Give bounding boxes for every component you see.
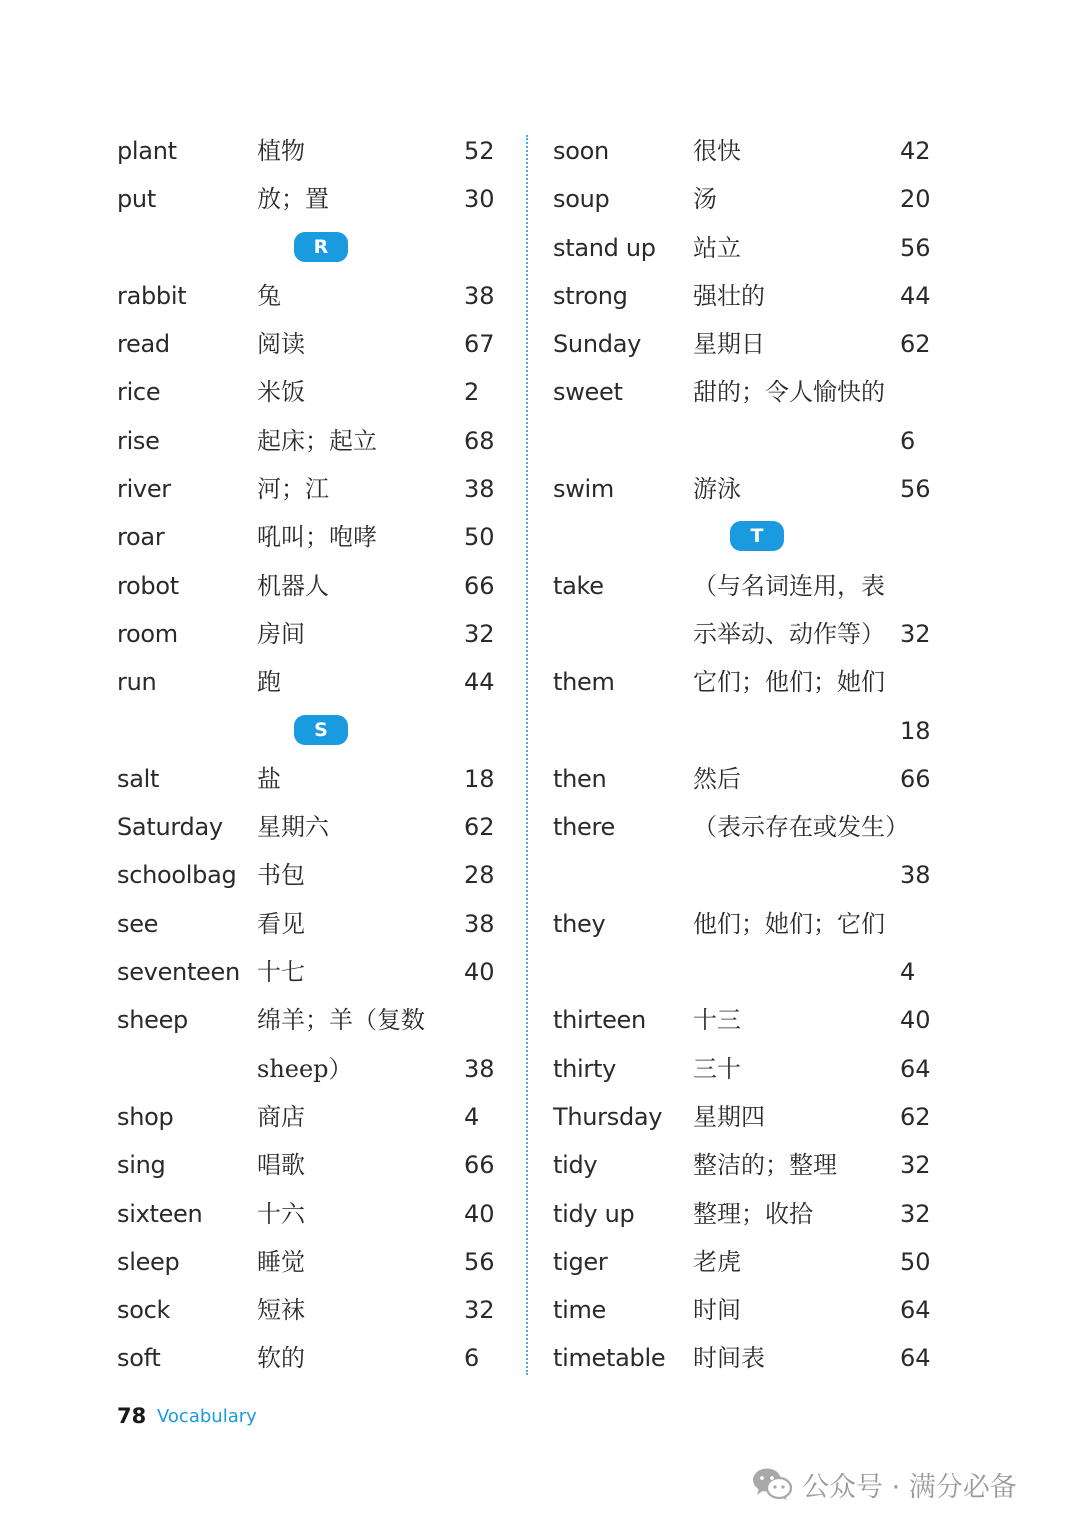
vocabulary-entry [117,803,497,851]
letter-section-header [117,224,497,272]
word-english: schoolbag [117,861,237,890]
word-chinese: 十六 [257,1199,305,1228]
word-english: thirty [553,1054,616,1083]
word-chinese: 跑 [257,668,281,697]
unit-page-number: 40 [464,958,495,987]
word-chinese: 星期日 [693,330,765,359]
vocabulary-entry [553,272,938,320]
unit-page-number: 56 [900,233,931,262]
word-chinese: 阅读 [257,330,305,359]
word-chinese: 商店 [257,1102,305,1131]
vocabulary-entry [553,755,938,803]
word-english: sleep [117,1247,180,1276]
word-english: swim [553,475,614,504]
word-english: soon [553,137,609,165]
unit-page-number: 40 [464,1199,495,1228]
vocabulary-entry [117,948,497,996]
vocabulary-entry [117,1286,497,1334]
unit-page-number: 32 [464,619,495,648]
column-divider [526,135,528,1375]
vocabulary-entry [553,900,938,948]
word-chinese: 整洁的；整理 [693,1151,837,1180]
unit-page-number: 18 [464,764,495,793]
unit-page-number: 56 [464,1247,495,1276]
word-english: Thursday [553,1102,663,1131]
word-english: sweet [553,378,623,407]
unit-page-number: 38 [464,1054,495,1083]
letter-section-header [553,513,938,561]
word-chinese: 绵羊；羊（复数 [257,1006,425,1035]
word-english: salt [117,764,160,793]
vocabulary-entry [117,1141,497,1189]
vocabulary-entry [117,513,497,561]
unit-page-number: 40 [900,1006,931,1035]
word-chinese: 时间表 [693,1344,765,1373]
letter-badge: T [730,521,784,551]
word-chinese: 十三 [693,1006,741,1035]
vocabulary-entry [553,127,938,175]
word-english: run [117,668,157,697]
unit-page-number: 62 [900,330,931,359]
word-english: robot [117,571,179,600]
unit-page-number: 68 [464,426,495,455]
vocabulary-entry [117,465,497,513]
word-english: rabbit [117,281,187,310]
word-english: see [117,909,159,938]
word-chinese: 十七 [257,958,305,987]
unit-page-number: 64 [900,1054,931,1083]
unit-page-number: 67 [464,330,495,359]
word-english: stand up [553,233,656,262]
vocabulary-entry [553,1141,938,1189]
word-english: Saturday [117,813,223,842]
unit-page-number: 44 [464,668,495,697]
word-english: sock [117,1296,171,1325]
vocabulary-entry [117,755,497,803]
unit-page-number: 32 [900,619,931,648]
vocabulary-entry [117,175,497,223]
vocabulary-entry [117,996,497,1044]
word-chinese: 强壮的 [693,281,765,310]
word-chinese: sheep） [257,1054,353,1083]
word-chinese: 河；江 [257,475,329,504]
vocabulary-entry [553,1045,938,1093]
word-chinese: 整理；收拾 [693,1199,813,1228]
unit-page-number: 62 [464,813,495,842]
word-chinese: 很快 [693,137,741,165]
word-english: plant [117,137,177,165]
vocabulary-entry [117,610,497,658]
word-chinese: 星期六 [257,813,329,842]
vocabulary-entry [117,900,497,948]
unit-page-number: 44 [900,281,931,310]
word-chinese: 米饭 [257,378,305,407]
unit-page-number: 38 [900,861,931,890]
vocabulary-entry [553,851,938,899]
section-label: Vocabulary [157,1406,257,1427]
unit-page-number: 64 [900,1344,931,1373]
unit-page-number: 28 [464,861,495,890]
vocabulary-entry [117,127,497,175]
word-chinese: 植物 [257,137,305,165]
word-english: them [553,668,615,697]
unit-page-number: 32 [900,1151,931,1180]
unit-page-number: 66 [464,571,495,600]
word-chinese: 书包 [257,861,305,890]
vocabulary-entry [553,996,938,1044]
unit-page-number: 18 [900,716,931,745]
word-english: room [117,619,178,648]
letter-section-header [117,707,497,755]
watermark-text: 公众号 · 满分必备 [802,1471,1017,1503]
word-chinese: 他们；她们；它们 [693,909,885,938]
word-chinese: 短袜 [257,1296,305,1325]
word-chinese: 然后 [693,764,741,793]
word-chinese: 汤 [693,185,717,214]
vocabulary-entry [117,1334,497,1382]
unit-page-number: 6 [464,1344,480,1373]
word-chinese: 三十 [693,1054,741,1083]
vocabulary-entry [117,658,497,706]
vocabulary-entry [553,465,938,513]
word-chinese: 站立 [693,233,741,262]
vocabulary-entry [553,417,938,465]
unit-page-number: 50 [464,523,495,552]
vocabulary-entry [553,803,938,851]
vocabulary-entry [553,707,938,755]
word-english: tidy up [553,1199,635,1228]
letter-badge: S [294,715,348,745]
vocabulary-entry [553,175,938,223]
word-english: soft [117,1344,161,1373]
word-english: time [553,1296,607,1325]
vocabulary-entry [553,224,938,272]
word-english: rise [117,426,160,455]
vocabulary-entry [553,1190,938,1238]
word-english: rice [117,378,161,407]
unit-page-number: 52 [464,137,495,165]
vocabulary-entry [553,1286,938,1334]
vocabulary-entry [553,948,938,996]
unit-page-number: 4 [900,958,916,987]
unit-page-number: 38 [464,475,495,504]
word-chinese: （与名词连用，表 [693,571,885,600]
vocabulary-entry [117,1045,497,1093]
word-english: timetable [553,1344,666,1373]
word-english: sheep [117,1006,188,1035]
word-chinese: （表示存在或发生） [693,813,909,842]
word-english: Sunday [553,330,642,359]
vocabulary-entry [117,1238,497,1286]
unit-page-number: 2 [464,378,480,407]
word-english: take [553,571,604,600]
word-chinese: 示举动、动作等） [693,619,885,648]
word-chinese: 甜的；令人愉快的 [693,378,885,407]
word-english: there [553,813,615,842]
word-chinese: 睡觉 [257,1247,305,1276]
word-english: shop [117,1102,174,1131]
unit-page-number: 38 [464,909,495,938]
vocabulary-entry [553,1093,938,1141]
word-english: seventeen [117,958,240,987]
unit-page-number: 32 [464,1296,495,1325]
vocabulary-entry [553,1238,938,1286]
word-english: strong [553,281,628,310]
word-english: tidy [553,1151,598,1180]
word-english: roar [117,523,165,552]
vocabulary-entry [553,320,938,368]
word-chinese: 放；置 [257,185,329,214]
word-chinese: 吼叫；咆哮 [257,523,377,552]
word-chinese: 游泳 [693,475,741,504]
word-english: they [553,909,606,938]
word-english: sing [117,1151,166,1180]
word-chinese: 兔 [257,281,281,310]
word-chinese: 盐 [257,764,281,793]
word-chinese: 起床；起立 [257,426,377,455]
word-chinese: 唱歌 [257,1151,305,1180]
vocabulary-entry [553,562,938,610]
vocabulary-entry [117,562,497,610]
vocabulary-entry [117,1190,497,1238]
word-chinese: 看见 [257,909,305,938]
word-english: put [117,185,156,214]
watermark [752,1464,1017,1504]
vocabulary-entry [553,368,938,416]
vocabulary-column-left [117,127,497,1383]
word-english: soup [553,185,610,214]
vocabulary-entry [553,658,938,706]
letter-badge: R [294,232,348,262]
word-chinese: 机器人 [257,571,329,600]
vocabulary-entry [117,272,497,320]
vocabulary-entry [117,417,497,465]
word-english: then [553,764,607,793]
word-english: sixteen [117,1199,203,1228]
word-chinese: 时间 [693,1296,741,1325]
unit-page-number: 6 [900,426,916,455]
unit-page-number: 56 [900,475,931,504]
word-chinese: 老虎 [693,1247,741,1276]
word-chinese: 星期四 [693,1102,765,1131]
vocabulary-entry [117,851,497,899]
unit-page-number: 66 [464,1151,495,1180]
unit-page-number: 32 [900,1199,931,1228]
word-english: read [117,330,170,359]
page-number: 78 [117,1404,147,1428]
unit-page-number: 50 [900,1247,931,1276]
word-chinese: 软的 [257,1344,305,1373]
vocabulary-entry [553,1334,938,1382]
vocabulary-entry [117,368,497,416]
unit-page-number: 64 [900,1296,931,1325]
unit-page-number: 66 [900,764,931,793]
vocabulary-column-right [553,127,938,1383]
vocabulary-entry [117,1093,497,1141]
word-chinese: 房间 [257,619,305,648]
unit-page-number: 4 [464,1102,480,1131]
word-chinese: 它们；他们；她们 [693,668,885,697]
word-english: tiger [553,1247,608,1276]
word-english: thirteen [553,1006,646,1035]
wechat-icon [752,1467,792,1501]
vocabulary-entry [117,320,497,368]
unit-page-number: 20 [900,185,931,214]
unit-page-number: 30 [464,185,495,214]
unit-page-number: 42 [900,137,931,165]
unit-page-number: 62 [900,1102,931,1131]
unit-page-number: 38 [464,281,495,310]
vocabulary-entry [553,610,938,658]
word-english: river [117,475,171,504]
